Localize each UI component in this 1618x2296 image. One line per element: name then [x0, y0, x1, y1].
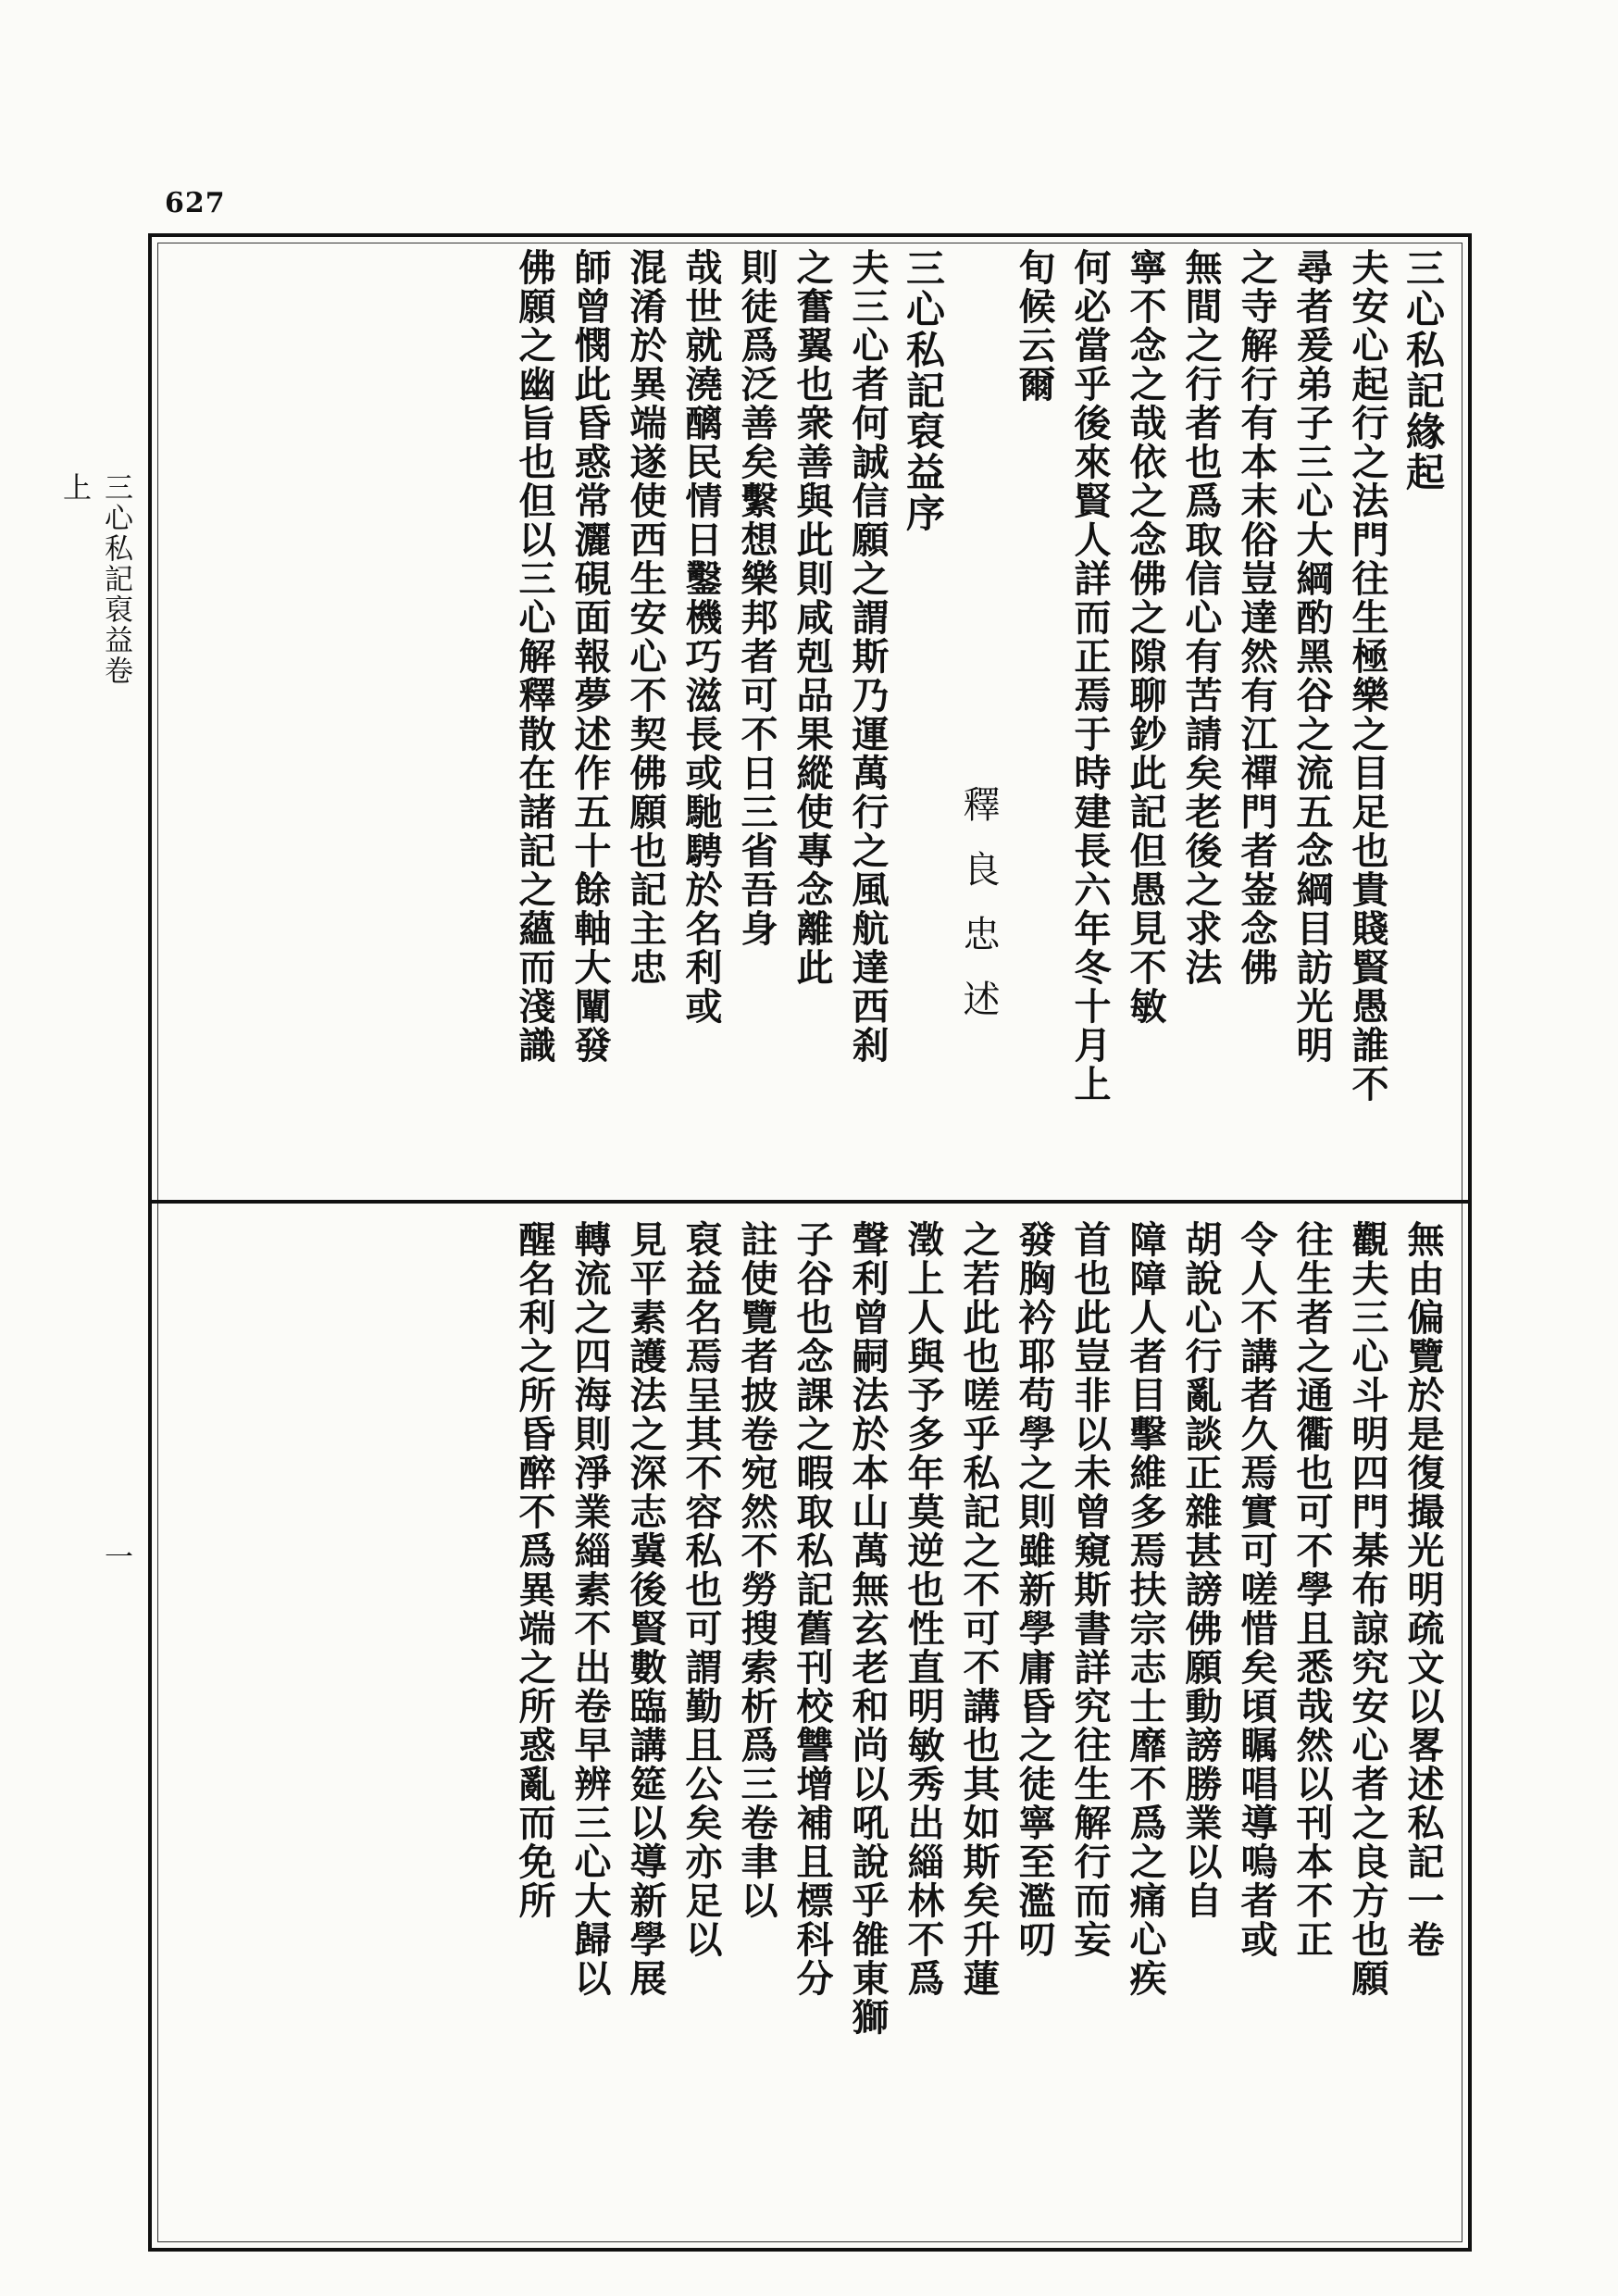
folio-mark: 一 [99, 1541, 132, 1570]
text-column: 澂上人與予多年莫逆也性直明敏秀出緇林不爲 [902, 1220, 945, 1998]
text-column: 寧不念之哉依之念佛之隙聊鈔此記但愚見不敏 [1124, 248, 1167, 1026]
text-column: 混淆於異端遂使西生安心不契佛願也記主忠 [624, 248, 667, 987]
text-column: 發胸衿耶苟學之則雖新學庸昏之徒寧至濫叨 [1013, 1220, 1056, 1959]
text-column: 往生者之通衢也可不學且悉哉然以刊本不正 [1290, 1220, 1334, 1959]
text-column: 子谷也念課之暇取私記舊刊校讐增補且標科分 [790, 1220, 834, 1998]
text-column: 註使覽者披卷宛然不勞搜索析爲三卷聿以 [735, 1220, 778, 1920]
heading-preface: 三心私記裒益序 [901, 248, 946, 533]
running-title: 三心私記裒益卷上 [57, 472, 132, 686]
text-column: 師曾憫此昏惑常灑硯面報夢述作五十餘軸大闡發 [568, 248, 612, 1065]
heading-engi: 三心私記緣起 [1400, 248, 1446, 493]
text-column: 之寺解行有本末俗豈達然有江禪門者崟念佛 [1235, 248, 1278, 987]
text-column: 觀夫三心斗明四門棊布諒究安心者之良方也願 [1346, 1220, 1389, 1998]
text-column: 之奮翼也衆善與此則咸剋品果縱使專念離此 [790, 248, 834, 987]
text-column: 醒名利之所昏醉不爲異端之所惑亂而免所 [513, 1220, 556, 1920]
text-column: 則徒爲泛善矣繫想樂邦者可不日三省吾身 [735, 248, 778, 948]
lower-text-block [168, 1220, 1450, 2239]
text-column: 令人不講者久焉實可嗟惜矣頃瞩唱導嗚者或 [1235, 1220, 1278, 1959]
text-column: 夫安心起行之法門往生極樂之目足也貴賤賢愚誰不 [1346, 248, 1389, 1104]
upper-text-block [168, 248, 1450, 1183]
divider-rule [148, 1200, 1472, 1204]
text-column: 尋者爰弟子三心大綱酌黑谷之流五念綱目訪光明 [1290, 248, 1334, 1065]
text-column: 胡說心行亂談正雜甚謗佛願動謗勝業以自 [1179, 1220, 1223, 1920]
author-attribution: 釋良忠述 [957, 785, 1000, 1044]
text-column: 夫三心者何誠信願之謂斯乃運萬行之風航達西刹 [846, 248, 890, 1065]
text-column: 之若此也嗟乎私記之不可不講也其如斯矣升蓮 [957, 1220, 1001, 1998]
text-column: 首也此豈非以未曾窺斯書詳究往生解行而妄 [1068, 1220, 1112, 1959]
text-column: 障障人者目擊維多焉扶宗志士靡不爲之痛心疾 [1124, 1220, 1167, 1998]
text-column: 旬候云爾 [1013, 248, 1056, 404]
text-column: 無間之行者也爲取信心有苦請矣老後之求法 [1179, 248, 1223, 987]
page-number: 627 [165, 187, 226, 219]
text-column: 佛願之幽旨也但以三心解釋散在諸記之蘊而淺識 [513, 248, 556, 1065]
text-column: 裒益名焉呈其不容私也可謂勤且公矣亦足以 [679, 1220, 723, 1959]
text-column: 轉流之四海則淨業緇素不出卷早辨三心大歸以 [568, 1220, 612, 1998]
text-column: 何必當乎後來賢人詳而正焉于時建長六年冬十月上 [1068, 248, 1112, 1104]
text-column: 無由偏覽於是復撮光明疏文以畧述私記一卷 [1401, 1220, 1445, 1959]
text-column: 哉世就澆醨民情日鑿機巧滋長或馳騁於名利或 [679, 248, 723, 1026]
text-column: 見平素護法之深志冀後賢數臨講筵以導新學展 [624, 1220, 667, 1998]
text-column: 聲利曾嗣法於本山萬無玄老和尚以吼說乎雒東獅 [846, 1220, 890, 2037]
